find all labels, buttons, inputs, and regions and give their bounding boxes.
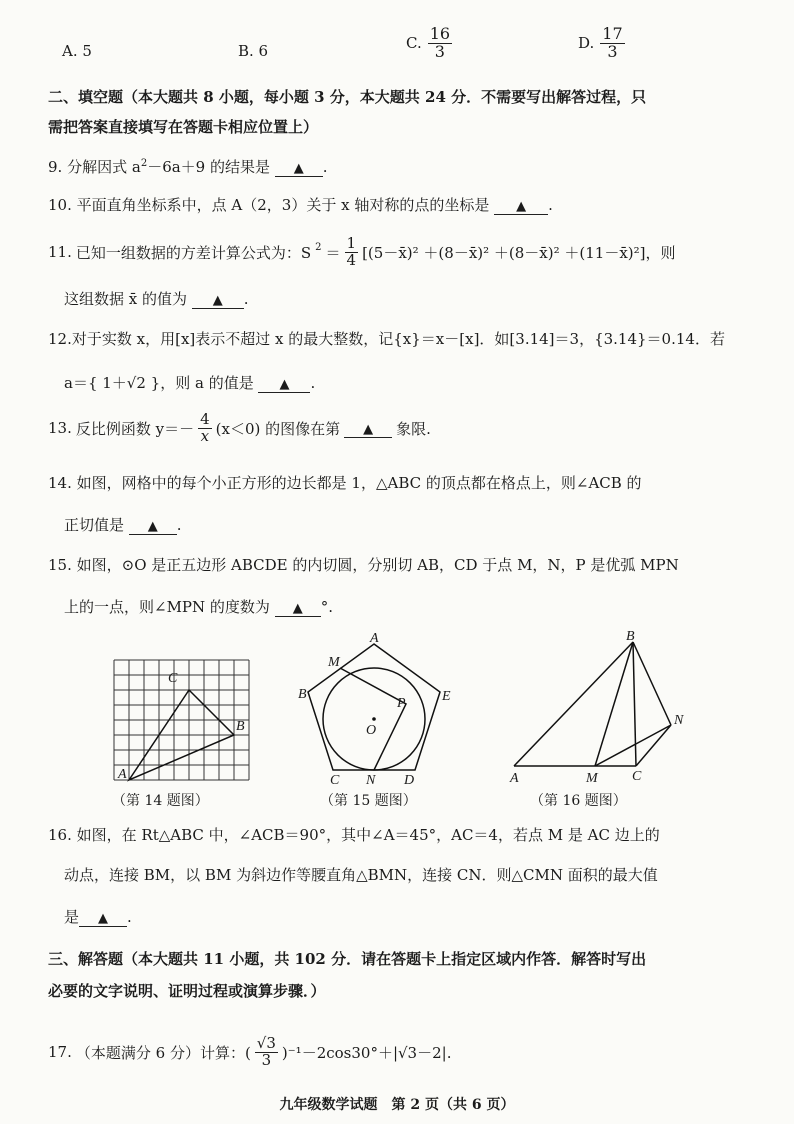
- section3-header: [48, 948, 646, 969]
- segment-ab: [514, 642, 633, 766]
- choice-d-label: D.: [578, 34, 595, 53]
- q15-number: 15.: [48, 556, 72, 574]
- q11-end: .: [243, 290, 249, 308]
- fig16-caption: （第 16 题图）: [530, 793, 627, 809]
- section3-heading: 三、解答题: [48, 950, 124, 968]
- answer-mark-icon: ▲: [292, 601, 303, 616]
- figure-14: [100, 650, 270, 790]
- question-11: [48, 236, 676, 269]
- q14-line2: [64, 514, 182, 535]
- q15-answer-blank: [275, 598, 321, 617]
- q16-line3: [64, 906, 132, 927]
- choice-d-numerator: 17: [602, 24, 623, 43]
- q17-frac-num: √3: [256, 1034, 276, 1052]
- section3-desc1: （本大题共 11 小题，共 102 分．请在答题卡上指定区域内作答．解答时写出: [123, 950, 647, 968]
- fig15-label-a: A: [370, 631, 379, 646]
- choice-c-label: C.: [406, 34, 422, 53]
- q12-line2: [64, 372, 315, 393]
- choice-c-fraction: [428, 26, 452, 61]
- q11-frac-num: 1: [346, 234, 357, 252]
- q9-pre: 分解因式 a: [67, 158, 141, 176]
- q15-line2-text: 上的一点，则∠MPN 的度数为: [64, 598, 270, 616]
- fig15-label-c: C: [330, 773, 340, 788]
- q11-answer-blank: [192, 290, 244, 309]
- choice-a: A. 5: [62, 42, 92, 60]
- q10-end: .: [548, 196, 553, 214]
- q14-line1: 如图，网格中的每个小正方形的边长都是 1，△ABC 的顶点都在格点上，则∠ACB 的: [76, 474, 642, 492]
- fig16-label-m: M: [586, 771, 598, 786]
- choice-c-numerator: 16: [429, 24, 451, 43]
- q17-fraction: [255, 1036, 278, 1069]
- answer-mark-icon: ▲: [98, 911, 109, 926]
- figure-16: [500, 628, 700, 788]
- answer-mark-icon: ▲: [147, 519, 158, 534]
- fig15-label-b: B: [298, 687, 307, 702]
- q17-pre: （本题满分 6 分）计算：(: [75, 1043, 251, 1062]
- choice-d: [578, 26, 625, 61]
- section2-heading: 二、填空题: [48, 88, 124, 106]
- q14-end: .: [176, 516, 182, 534]
- q17-post: )⁻¹－2cos30°＋|√3－2|.: [281, 1043, 452, 1062]
- answer-mark-icon: ▲: [293, 161, 304, 176]
- fig15-label-d: D: [404, 773, 415, 788]
- page-footer: 九年级数学试题 第 2 页（共 6 页）: [279, 1097, 515, 1113]
- q9-exp: 2: [140, 158, 148, 169]
- q11-frac-den: 4: [346, 250, 357, 269]
- q11-pre: 已知一组数据的方差计算公式为：S: [75, 243, 312, 262]
- q15-line1: 如图，⊙O 是正五边形 ABCDE 的内切圆，分别切 AB，CD 于点 M，N，P 是优弧 MPN: [76, 556, 679, 574]
- fig15-label-p: P: [397, 696, 406, 711]
- question-9: [48, 156, 328, 177]
- answer-mark-icon: ▲: [363, 421, 374, 437]
- question-13: [48, 412, 431, 445]
- choice-d-denominator: 3: [607, 41, 618, 61]
- fig15-label-e: E: [442, 689, 451, 704]
- fig14-label-b: B: [236, 719, 245, 734]
- section3-desc2: 必要的文字说明、证明过程或演算步骤．）: [48, 982, 326, 1000]
- fig15-label-m: M: [328, 655, 340, 670]
- q14-answer-blank: [129, 516, 177, 535]
- q13-frac-den: x: [200, 426, 210, 445]
- section2-header: [48, 86, 646, 107]
- q13-answer-blank: [344, 419, 392, 438]
- q9-post: －6a＋9 的结果是: [147, 158, 270, 176]
- q12-answer-blank: [258, 374, 310, 393]
- choice-c: [406, 26, 452, 61]
- q11-formula: [(5－x̄)² ＋(8－x̄)² ＋(8－x̄)² ＋(11－x̄)²]，则: [362, 243, 676, 262]
- q11-exp: 2: [315, 241, 322, 253]
- q13-mid: (x＜0) 的图像在第: [215, 419, 341, 438]
- question-12: [48, 328, 725, 349]
- fig14-caption: （第 14 题图）: [112, 793, 209, 809]
- q12-line2-text: a＝{ 1＋√2 }，则 a 的值是: [64, 374, 254, 392]
- q12-end: .: [310, 374, 316, 392]
- q14-number: 14.: [48, 474, 72, 492]
- q16-line1: 如图，在 Rt△ABC 中，∠ACB＝90°，其中∠A＝45°，AC＝4，若点 M 是 AC 边上的: [76, 826, 660, 844]
- q17-number: 17.: [48, 1043, 72, 1062]
- question-15: [48, 554, 679, 575]
- q13-fraction: [198, 412, 212, 445]
- q16-line3-text: 是: [64, 908, 80, 926]
- q10-number: 10.: [48, 196, 72, 214]
- fig14-label-a: A: [118, 767, 127, 782]
- question-14: [48, 472, 642, 493]
- q13-post: 象限.: [396, 419, 431, 438]
- q11-number: 11.: [48, 243, 72, 262]
- question-17: [48, 1036, 451, 1069]
- answer-mark-icon: ▲: [279, 377, 290, 392]
- fig16-label-a: A: [510, 771, 519, 786]
- segment-bm: [595, 642, 633, 766]
- q13-number: 13.: [48, 419, 72, 438]
- choice-c-denominator: 3: [434, 41, 445, 61]
- q16-line2: 动点，连接 BM，以 BM 为斜边作等腰直角△BMN，连接 CN．则△CMN 面积的最大值: [64, 866, 658, 884]
- q17-frac-den: 3: [261, 1050, 272, 1069]
- q14-line2-text: 正切值是: [64, 516, 125, 534]
- question-16: [48, 824, 660, 845]
- q11-eq: ＝: [325, 243, 341, 262]
- fig16-label-b: B: [626, 629, 635, 644]
- q13-pre: 反比例函数 y＝－: [75, 419, 195, 438]
- fig14-label-c: C: [168, 671, 178, 686]
- q15-end: °.: [320, 598, 333, 616]
- segment-bc: [633, 642, 636, 766]
- q9-number: 9.: [48, 158, 63, 176]
- question-10: [48, 194, 553, 215]
- q9-end: .: [322, 158, 328, 176]
- fig16-label-c: C: [632, 769, 642, 784]
- choice-b: B. 6: [238, 42, 269, 60]
- fig15-label-n: N: [366, 773, 376, 788]
- segment-cn: [636, 725, 671, 766]
- grid-lines: [114, 660, 249, 780]
- q16-answer-blank: [79, 908, 127, 927]
- choice-d-fraction: [600, 26, 624, 61]
- section2-desc2: 需把答案直接填写在答题卡相应位置上）: [48, 118, 319, 136]
- q12-number: 12.: [48, 330, 72, 348]
- q11-fraction: [345, 236, 359, 269]
- fig15-caption: （第 15 题图）: [320, 793, 417, 809]
- answer-mark-icon: ▲: [212, 293, 223, 308]
- q16-number: 16.: [48, 826, 72, 844]
- fig16-label-n: N: [674, 713, 684, 728]
- center-o-dot: [372, 717, 376, 721]
- fig15-label-o: O: [366, 723, 377, 738]
- answer-mark-icon: ▲: [516, 199, 527, 214]
- q10-text: 平面直角坐标系中，点 A（2，3）关于 x 轴对称的点的坐标是: [76, 196, 490, 214]
- segment-bn: [633, 642, 671, 725]
- q9-answer-blank: [275, 158, 323, 177]
- q11-line2-text: 这组数据 x̄ 的值为: [64, 290, 187, 308]
- q13-frac-num: 4: [200, 410, 210, 428]
- q15-line2: [64, 596, 333, 617]
- figure-15: [296, 628, 466, 788]
- q10-answer-blank: [494, 196, 548, 215]
- q12-line1: 对于实数 x，用[x]表示不超过 x 的最大整数，记{x}＝x－[x]．如[3.14]＝3，{3.14}＝0.14．若: [71, 330, 725, 348]
- q16-end: .: [127, 908, 132, 926]
- q11-line2: [64, 288, 249, 309]
- section2-desc1: （本大题共 8 小题，每小题 3 分，本大题共 24 分．不需要写出解答过程，只: [123, 88, 647, 106]
